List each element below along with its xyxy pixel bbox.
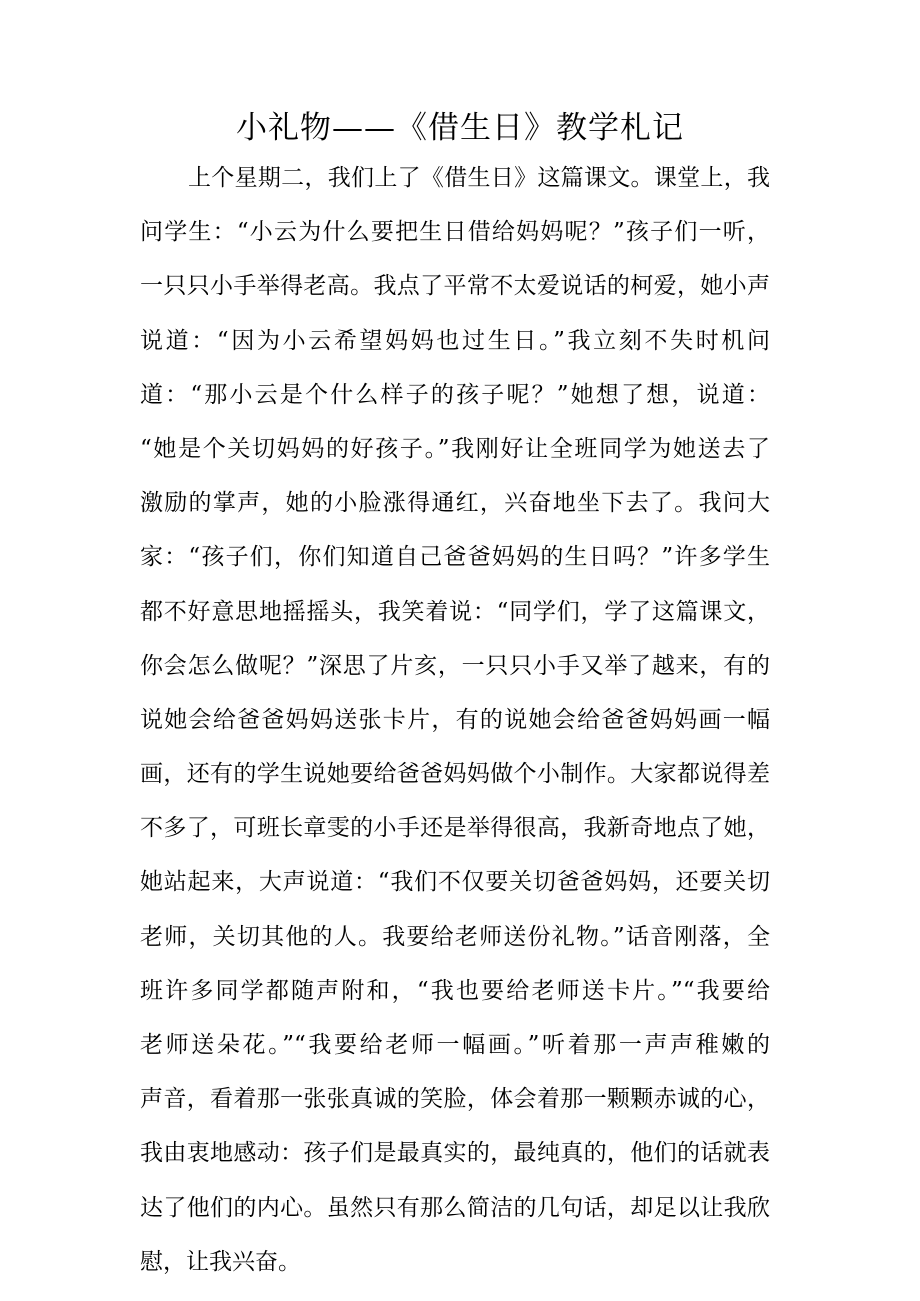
text-line: “她是个关切妈妈的好孩子。”我刚好让全班同学为她送去了 bbox=[140, 435, 770, 462]
text-line: 你会怎么做呢？”深思了片亥，一只只小手又举了越来，有的 bbox=[140, 652, 770, 679]
text-line: 上个星期二，我们上了《借生日》这篇课文。课堂上，我 bbox=[188, 165, 770, 191]
text-line: 我由衷地感动：孩子们是最真实的，最纯真的，他们的话就表 bbox=[140, 1140, 770, 1167]
text-line: 说她会给爸爸妈妈送张卡片，有的说她会给爸爸妈妈画一幅 bbox=[140, 706, 770, 733]
text-line: 道：“那小云是个什么样子的孩子呢？”她想了想，说道： bbox=[140, 381, 770, 408]
text-line: 慰，让我兴奋。 bbox=[140, 1248, 301, 1275]
text-line: 都不好意思地摇摇头，我笑着说：“同学们，学了这篇课文， bbox=[140, 598, 770, 625]
text-line: 班许多同学都随声附和，“我也要给老师送卡片。”“我要给 bbox=[140, 977, 770, 1004]
text-line: 声音，看着那一张张真诚的笑脸，体会着那一颗颗赤诚的心， bbox=[140, 1086, 770, 1113]
text-line: 画，还有的学生说她要给爸爸妈妈做个小制作。大家都说得差 bbox=[140, 761, 770, 788]
text-line: 她站起来，大声说道：“我们不仅要关切爸爸妈妈，还要关切 bbox=[140, 869, 770, 896]
text-line: 问学生：“小云为什么要把生日借给妈妈呢？”孩子们一听， bbox=[140, 219, 770, 246]
text-line: 老师送朵花。”“我要给老师一幅画。”听着那一声声稚嫩的 bbox=[140, 1032, 770, 1058]
text-line: 一只只小手举得老高。我点了平常不太爱说话的柯爱，她小声 bbox=[140, 273, 770, 300]
text-line: 老师，关切其他的人。我要给老师送份礼物。”话音刚落，全 bbox=[140, 923, 770, 950]
text-line: 达了他们的内心。虽然只有那么简洁的几句话，却足以让我欣 bbox=[140, 1194, 770, 1221]
text-line: 家：“孩子们，你们知道自己爸爸妈妈的生日吗？”许多学生 bbox=[140, 544, 770, 571]
page-title: 小礼物——《借生日》教学札记 bbox=[236, 110, 684, 146]
text-line: 说道：“因为小云希望妈妈也过生日。”我立刻不失时机问 bbox=[140, 327, 770, 354]
text-line: 不多了，可班长章雯的小手还是举得很高，我新奇地点了她， bbox=[140, 815, 770, 842]
article-body bbox=[140, 151, 770, 1289]
text-line: 激励的掌声，她的小脸涨得通红，兴奋地坐下去了。我问大 bbox=[140, 490, 770, 517]
